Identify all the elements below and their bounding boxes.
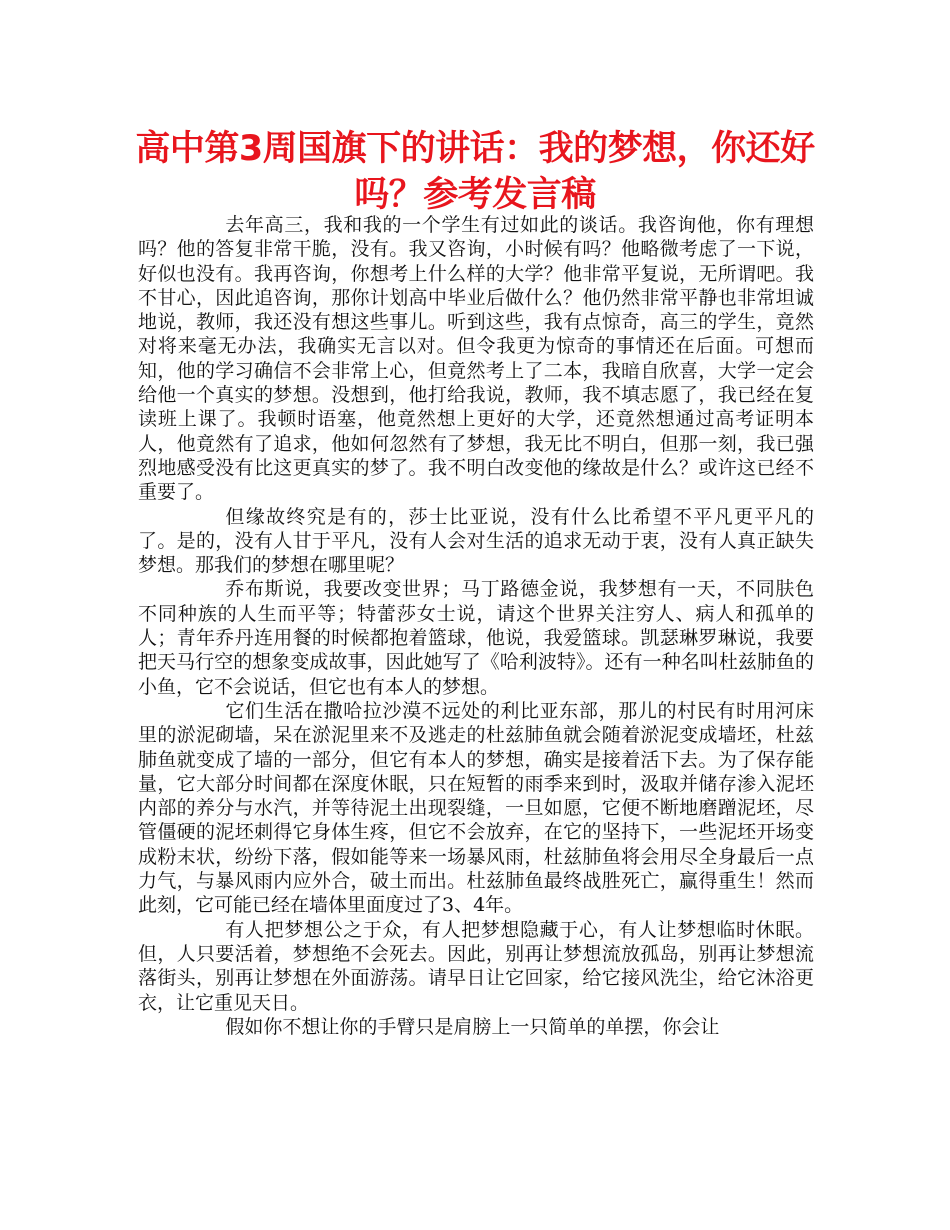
paragraph-1: 去年高三，我和我的一个学生有过如此的谈话。我咨询他，你有理想吗？他的答复非常干脆，没有。我又咨询，小时候有吗？他略微考虑了一下说，好似也没有。我再咨询，你想考上什么样的大学？他非常平复说，无所谓吧。我不甘心，因此追咨询，那你计划高中毕业后做什么？他仍然非常平静也非常坦诚地说，教师，我还没有想这些事儿。听到这些，我有点惊奇，高三的学生，竟然对将来毫无办法，我确实无言以对。但令我更为惊奇的事情还在后面。可想而知，他的学习确信不会非常上心，但竟然考上了二本，我暗自欣喜，大学一定会给他一个真实的梦想。没想到，他打给我说，教师，我不填志愿了，我已经在复读班上课了。我顿时语塞，他竟然想上更好的大学，还竟然想通过高考证明本人，他竟然有了追求，他如何忽然有了梦想，我无比不明白，但那一刻，我已强烈地感受没有比这更真实的梦了。我不明白改变他的缘故是什么？或许这已经不重要了。 [138,214,814,504]
paragraph-5: 有人把梦想公之于众，有人把梦想隐藏于心，有人让梦想临时休眠。但，人只要活着，梦想绝不会死去。因此，别再让梦想流放孤岛，别再让梦想流落街头，别再让梦想在外面游荡。请早日让它回家，给它接风洗尘，给它沐浴更衣，让它重见天日。 [138,918,814,1014]
paragraph-2: 但缘故终究是有的，莎士比亚说，没有什么比希望不平凡更平凡的了。是的，没有人甘于平凡，没有人会对生活的追求无动于衷，没有人真正缺失梦想。那我们的梦想在哪里呢？ [138,505,814,577]
document-body [138,213,814,1039]
paragraph-4: 它们生活在撒哈拉沙漠不远处的利比亚东部，那儿的村民有时用河床里的淤泥砌墙，呆在淤泥里来不及逃走的杜兹肺鱼就会随着淤泥变成墙坯，杜兹肺鱼就变成了墙的一部分，但它有本人的梦想，确实是接着活下去。为了保存能量，它大部分时间都在深度休眠，只在短暂的雨季来到时，汲取并储存渗入泥坯内部的养分与水汽，并等待泥土出现裂缝，一旦如愿，它便不断地磨蹭泥坯，尽管僵硬的泥坯刺得它身体生疼，但它不会放弃，在它的坚持下，一些泥坯开场变成粉末状，纷纷下落，假如能等来一场暴风雨，杜兹肺鱼将会用尽全身最后一点力气，与暴风雨内应外合，破土而出。杜兹肺鱼最终战胜死亡，赢得重生！然而此刻，它可能已经在墙体里面度过了3、4年。 [138,699,814,917]
paragraph-3: 乔布斯说，我要改变世界；马丁路德金说，我梦想有一天，不同肤色不同种族的人生而平等；特蕾莎女士说，请这个世界关注穷人、病人和孤单的人；青年乔丹连用餐的时候都抱着篮球，他说，我爱篮球。凯瑟琳罗琳说，我要把天马行空的想象变成故事，因此她写了《哈利波特》。还有一种名叫杜兹肺鱼的小鱼，它不会说话，但它也有本人的梦想。 [138,578,814,698]
document-title: 高中第3周国旗下的讲话：我的梦想，你还好吗？参考发言稿 [135,129,815,215]
paragraph-6: 假如你不想让你的手臂只是肩膀上一只简单的单摆，你会让 [225,1015,720,1038]
